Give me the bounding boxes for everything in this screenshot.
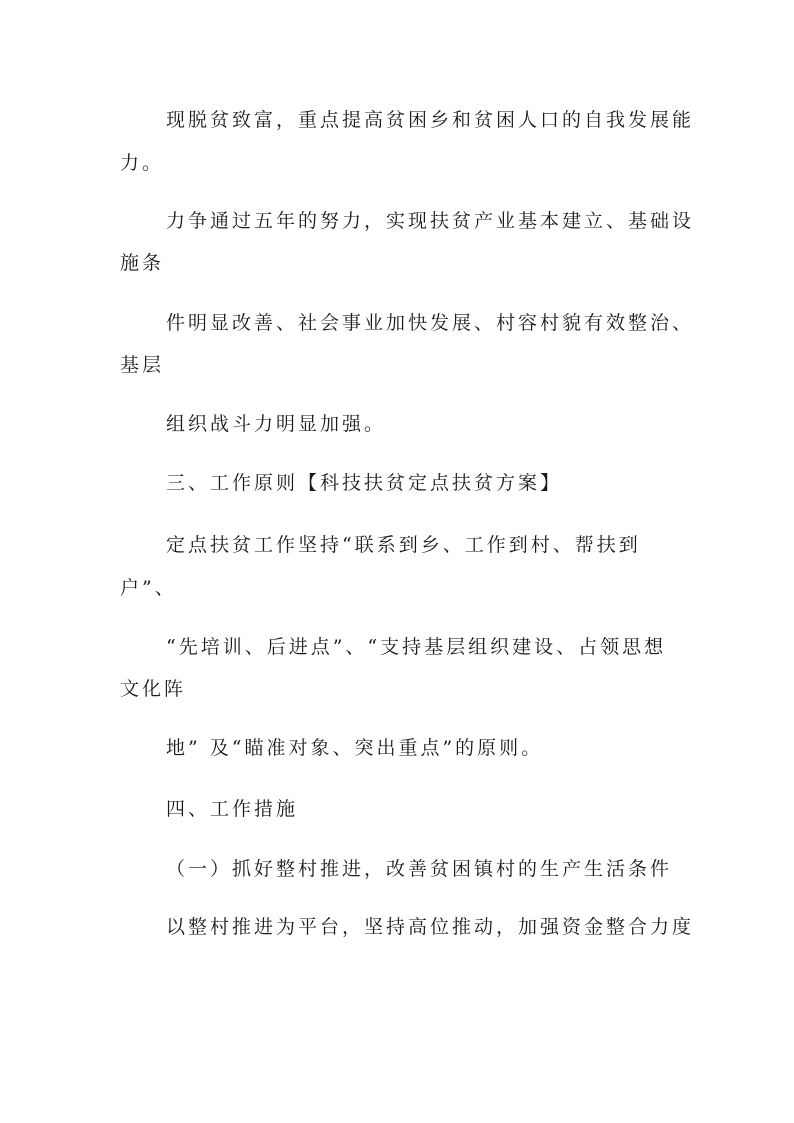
paragraph-line: 组织战斗力明显加强。	[166, 413, 387, 435]
subsection-heading: （一）抓好整村推进，改善贫困镇村的生产生活条件	[166, 858, 673, 880]
paragraph-line: 力争通过五年的努力，实现扶贫产业基本建立、基础设	[166, 210, 695, 232]
paragraph-line: 现脱贫致富，重点提高贫困乡和贫困人口的自我发展能	[166, 109, 695, 131]
section-heading: 三、工作原则【科技扶贫定点扶贫方案】	[166, 472, 563, 494]
paragraph-line: 定点扶贫工作坚持“联系到乡、工作到村、帮扶到	[166, 534, 641, 556]
paragraph-line: 件明显改善、社会事业加快发展、村容村貌有效整治、	[166, 312, 695, 334]
paragraph-line: 基层	[120, 354, 165, 376]
paragraph-line: “先培训、后进点”、“支持基层组织建设、占领思想	[166, 636, 667, 658]
paragraph-line: 户”、	[120, 577, 177, 599]
paragraph-line: 力。	[120, 152, 165, 174]
paragraph-line: 地” 及“瞄准对象、突出重点”的原则。	[166, 737, 544, 759]
section-heading: 四、工作措施	[166, 798, 299, 820]
paragraph-line: 文化阵	[120, 678, 187, 700]
paragraph-line: 以整村推进为平台，坚持高位推动，加强资金整合力度	[166, 916, 695, 938]
paragraph-line: 施条	[120, 252, 165, 274]
